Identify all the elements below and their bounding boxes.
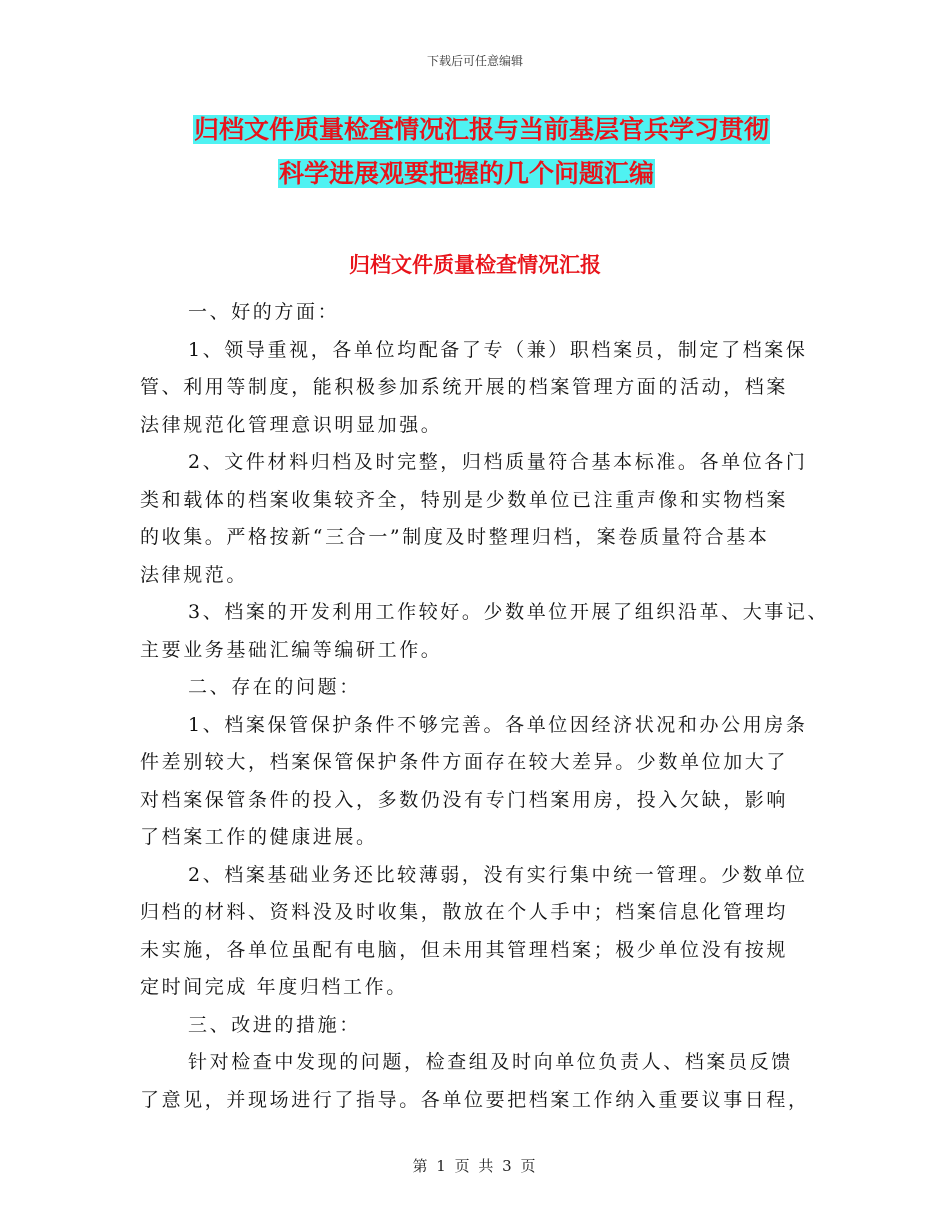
body-line: 法律规范。: [140, 563, 249, 586]
body-line: 件差别较大，档案保管保护条件方面存在较大差异。少数单位加大了: [140, 751, 789, 773]
document-title-line-2: [0, 157, 950, 191]
body-line: 未实施，各单位虽配有电脑，但未用其管理档案；极少单位没有按规: [140, 938, 789, 961]
body-line: 3、档案的开发利用工作较好。少数单位开展了组织沿革、大事记、: [188, 601, 830, 623]
body-line: 对档案保管条件的投入，多数仍没有专门档案用房，投入欠缺，影响: [140, 788, 789, 811]
body-line: 归档的材料、资料没及时收集，散放在个人手中；档案信息化管理均: [140, 901, 789, 923]
body-line: 2、文件材料归档及时完整，归档质量符合基本标准。各单位各门: [188, 451, 808, 473]
body-line: 1、档案保管保护条件不够完善。各单位因经济状况和办公用房条: [188, 713, 808, 736]
body-line: 一、好的方面：: [188, 301, 340, 323]
document-title-line-1-text: 归档文件质量检查情况汇报与当前基层官兵学习贯彻: [194, 115, 770, 144]
body-line: 的收集。严格按新“三合一”制度及时整理归档，案卷质量符合基本: [140, 526, 770, 548]
body-line: 法律规范化管理意识明显加强。: [140, 413, 443, 436]
body-line: 了档案工作的健康进展。: [140, 826, 378, 848]
body-line: 管、利用等制度，能积极参加系统开展的档案管理方面的活动，档案: [140, 376, 789, 398]
body-line: 2、档案基础业务还比较薄弱，没有实行集中统一管理。少数单位: [188, 863, 808, 886]
body-line: 主要业务基础汇编等编研工作。: [140, 638, 443, 661]
header-note: 下载后可任意编辑: [426, 54, 523, 68]
body-line: 针对检查中发现的问题，检查组及时向单位负责人、档案员反馈: [188, 1051, 793, 1073]
body-line: 定时间完成 年度归档工作。: [140, 976, 408, 998]
body-line: 1、领导重视，各单位均配备了专（兼）职档案员，制定了档案保: [188, 338, 808, 361]
document-title-line-1: [0, 113, 950, 147]
body-line: 二、存在的问题：: [188, 676, 361, 698]
document-title-line-2-text: 科学进展观要把握的几个问题汇编: [279, 159, 655, 188]
body-text: [140, 294, 830, 1119]
body-line: 类和载体的档案收集较齐全，特别是少数单位已注重声像和实物档案: [140, 488, 789, 511]
section-title: 归档文件质量检查情况汇报: [349, 253, 601, 277]
body-line: 三、改进的措施：: [188, 1013, 361, 1036]
page-footer: 第 1 页 共 3 页: [412, 1157, 538, 1175]
body-line: 了意见，并现场进行了指导。各单位要把档案工作纳入重要议事日程，: [140, 1088, 810, 1111]
